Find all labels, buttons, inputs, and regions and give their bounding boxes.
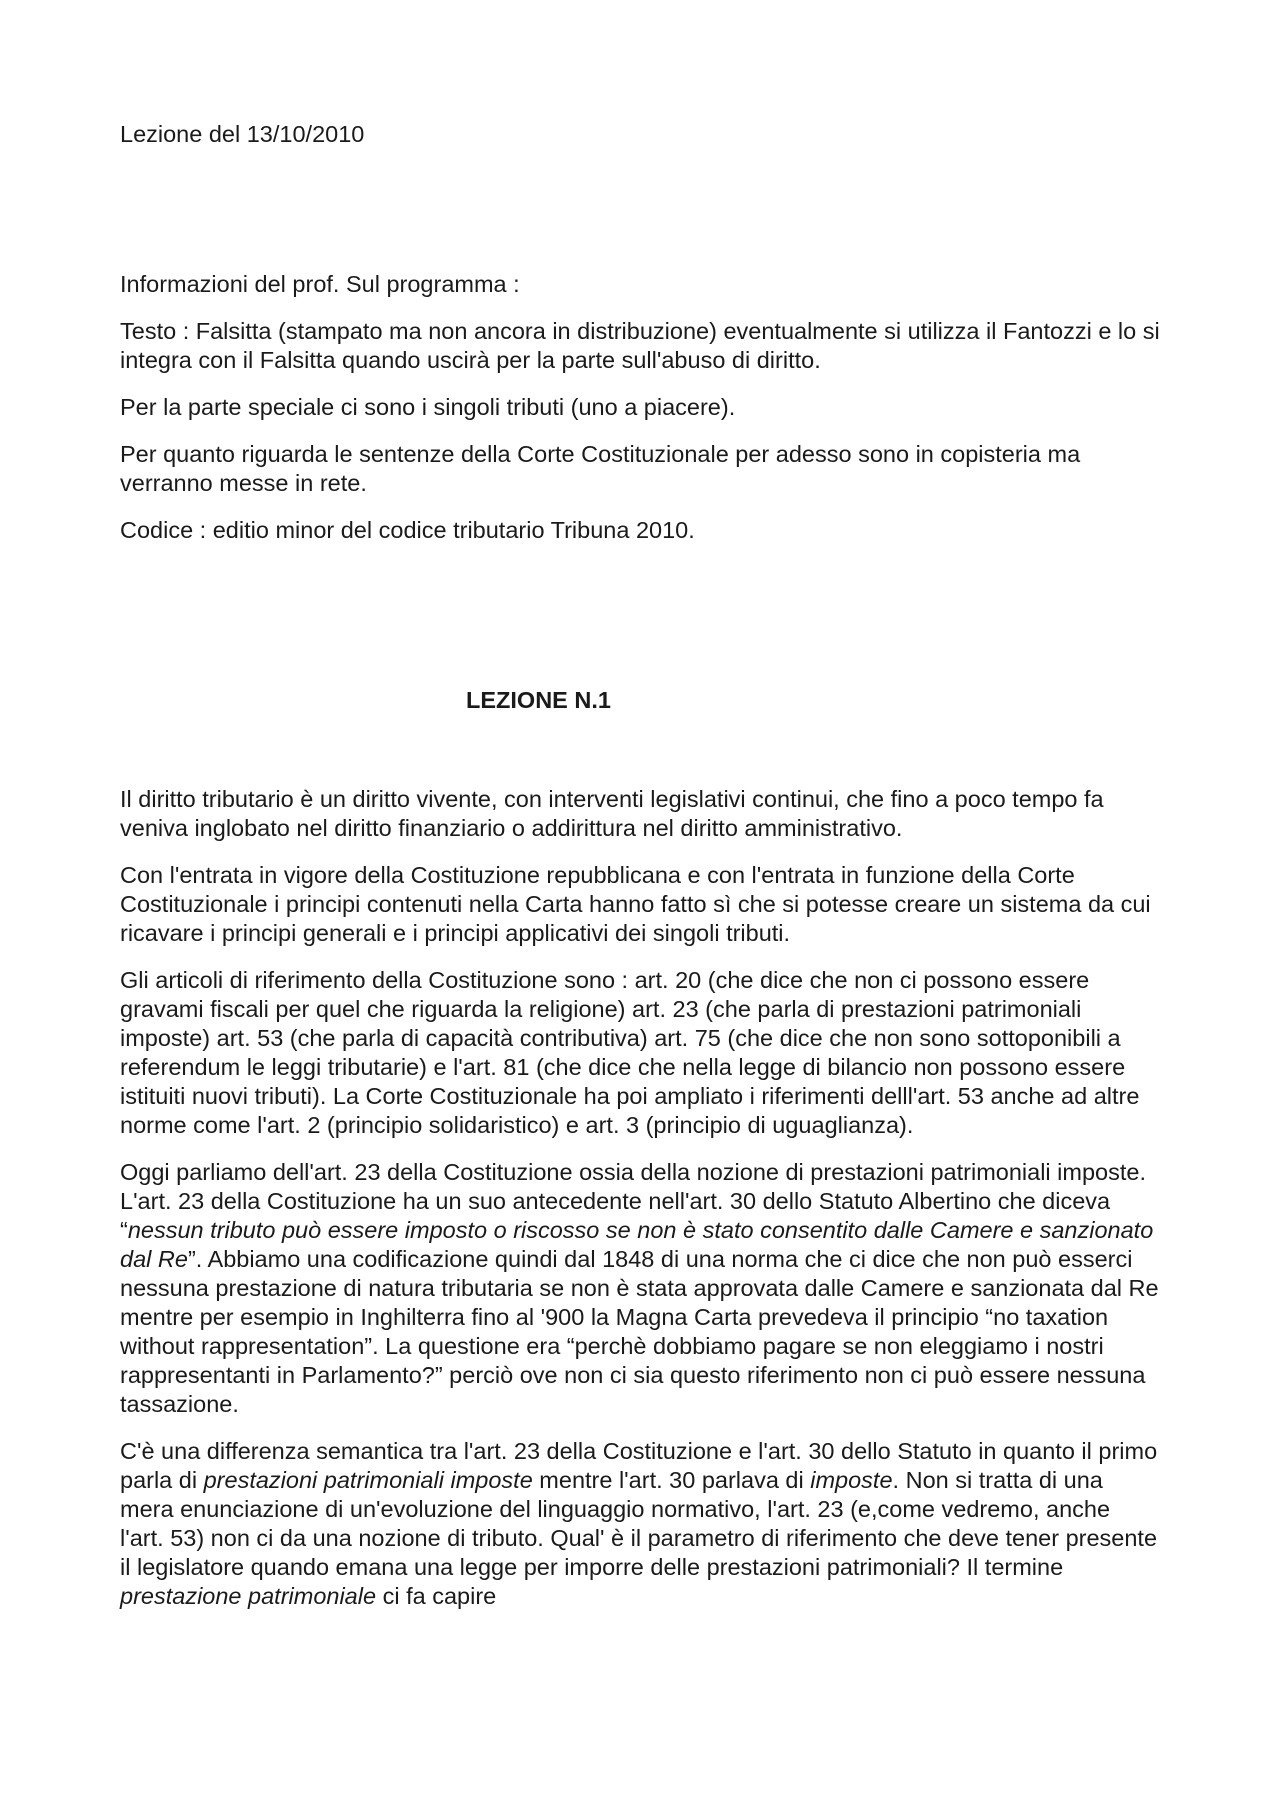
paragraph-4-text-b: ”. Abbiamo una codificazione quindi dal 1848 di una norma che ci dice che non può esserci nessuna prestazione di natura tributaria se non è stata approvata dalle Camere e sanzionata dal Re mentre per esempio in Inghilterra fino al '900 la Magna Carta prevedeva il principio “no taxation without rappresentation”. La questione era “perchè dobbiamo pagare se non eleggiamo i nostri rappresentanti in Parlamento?” perciò ove non ci sia questo riferimento non ci può essere nessuna tassazione.	[120, 1246, 1159, 1417]
paragraph-4-text-a: Oggi parliamo dell'art. 23 della Costituzione ossia della nozione di prestazioni patrimoniali imposte. L'art. 23 della Costituzione ha un suo antecedente nell'art. 30 dello Statuto Albertino che diceva “	[120, 1159, 1146, 1243]
paragraph-2: Con l'entrata in vigore della Costituzione repubblicana e con l'entrata in funzione della Corte Costituzionale i principi contenuti nella Carta hanno fatto sì che si potesse creare un sistema da cui ricavare i principi generali e i principi applicativi dei singoli tributi.	[120, 862, 1151, 946]
paragraph-5-text-c: . Non si tratta di una mera enunciazione di un'evoluzione del linguaggio normativo, l'art. 23 (e,come vedremo, anche l'art. 53) non ci da una nozione di tributo. Qual' è il parametro di riferimento che deve tener presente il legislatore quando emana una legge per imporre delle prestazioni patrimoniali? Il termine	[120, 1467, 1158, 1580]
program-info-section	[120, 270, 1160, 563]
paragraph-5-text-b: mentre l'art. 30 parlava di	[532, 1467, 811, 1493]
program-parte-speciale: Per la parte speciale ci sono i singoli tributi (uno a piacere).	[120, 394, 736, 420]
program-codice: Codice : editio minor del codice tributario Tribuna 2010.	[120, 517, 695, 543]
lesson-date: Lezione del 13/10/2010	[120, 121, 365, 147]
paragraph-4	[120, 1158, 1160, 1419]
lesson-title: LEZIONE N.1	[466, 687, 611, 713]
lesson-body	[120, 785, 1160, 1629]
program-testo: Testo : Falsitta (stampato ma non ancora in distribuzione) eventualmente si utilizza il Fantozzi e lo si integra con il Falsitta quando uscirà per la parte sull'abuso di diritto.	[120, 318, 1160, 373]
program-intro: Informazioni del prof. Sul programma :	[120, 271, 520, 297]
paragraph-5-emphasis-3: prestazione patrimoniale	[120, 1583, 377, 1609]
program-sentenze: Per quanto riguarda le sentenze della Corte Costituzionale per adesso sono in copisteria ma verranno messe in rete.	[120, 441, 1081, 496]
paragraph-5-text-d: ci fa capire	[376, 1583, 497, 1609]
paragraph-5-text-a: C'è una differenza semantica tra l'art. 23 della Costituzione e l'art. 30 dello Statuto in quanto il primo parla di	[120, 1438, 1158, 1493]
paragraph-1: Il diritto tributario è un diritto vivente, con interventi legislativi continui, che fino a poco tempo fa veniva inglobato nel diritto finanziario o addirittura nel diritto amministrativo.	[120, 786, 1104, 841]
paragraph-5-emphasis-2: imposte	[810, 1467, 893, 1493]
paragraph-5	[120, 1437, 1160, 1611]
paragraph-5-emphasis-1: prestazioni patrimoniali imposte	[203, 1467, 533, 1493]
statuto-quote: nessun tributo può essere imposto o riscosso se non è stato consentito dalle Camere e sanzionato dal Re	[120, 1217, 1154, 1272]
paragraph-3: Gli articoli di riferimento della Costituzione sono : art. 20 (che dice che non ci possono essere gravami fiscali per quel che riguarda la religione) art. 23 (che parla di prestazioni patrimoniali imposte) art. 53 (che parla di capacità contributiva) art. 75 (che dice che non sono sottoponibili a referendum le leggi tributarie) e l'art. 81 (che dice che nella legge di bilancio non possono essere istituiti nuovi tributi). La Corte Costituzionale ha poi ampliato i riferimenti delll'art. 53 anche ad altre norme come l'art. 2 (principio solidaristico) e art. 3 (principio di uguaglianza).	[120, 967, 1140, 1138]
